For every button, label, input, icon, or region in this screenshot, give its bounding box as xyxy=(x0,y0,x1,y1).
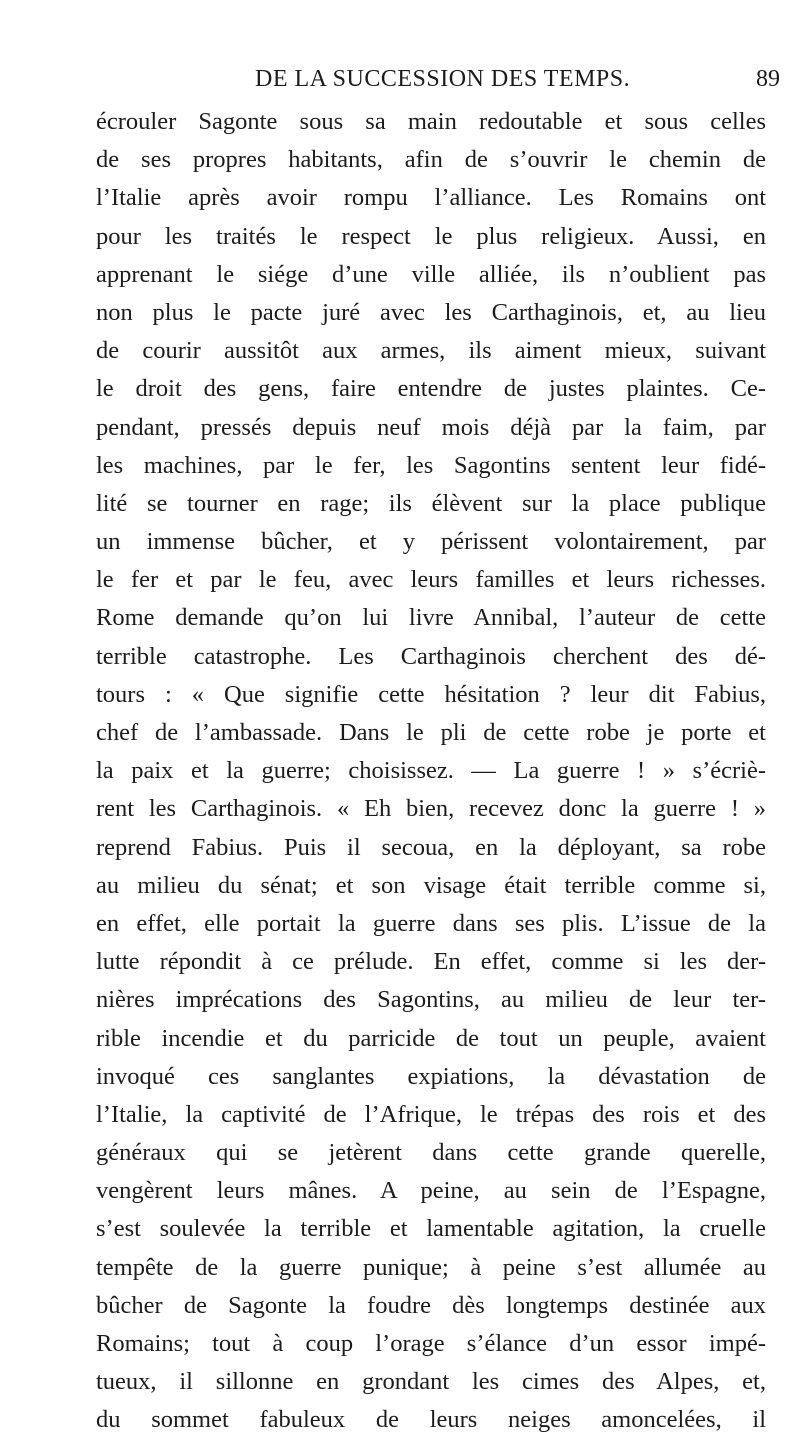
text-line: le droit des gens, faire entendre de justes plaintes. Ce- xyxy=(96,375,766,403)
text-line: Rome demande qu’on lui livre Annibal, l’auteur de cette xyxy=(96,604,766,632)
text-line: l’Italie après avoir rompu l’alliance. Les Romains ont xyxy=(96,184,766,212)
text-line: pendant, pressés depuis neuf mois déjà par la faim, par xyxy=(96,413,766,441)
text-line: en effet, elle portait la guerre dans ses plis. L’issue de la xyxy=(96,909,766,937)
text-line: Romains; tout à coup l’orage s’élance d’un essor impé- xyxy=(96,1330,766,1357)
text-line: s’est soulevée la terrible et lamentable agitation, la cruelle xyxy=(96,1215,766,1243)
text-line: rent les Carthaginois. « Eh bien, recevez donc la guerre ! » xyxy=(96,795,766,823)
body-text xyxy=(96,103,766,1440)
text-line: invoqué ces sanglantes expiations, la dévastation de xyxy=(96,1062,766,1090)
text-line: les machines, par le fer, les Sagontins sentent leur fidé- xyxy=(96,451,766,479)
text-line: de ses propres habitants, afin de s’ouvrir le chemin de xyxy=(96,146,766,174)
text-line: un immense bûcher, et y périssent volontairement, par xyxy=(96,528,766,556)
text-line: bûcher de Sagonte la foudre dès longtemps destinée aux xyxy=(96,1291,766,1319)
text-line: lutte répondit à ce prélude. En effet, comme si les der- xyxy=(96,948,766,976)
page-number: 89 xyxy=(756,66,780,92)
text-line: le fer et par le feu, avec leurs familles et leurs richesses. xyxy=(96,566,766,594)
text-line: tempête de la guerre punique; à peine s’est allumée au xyxy=(96,1253,766,1281)
text-line: l’Italie, la captivité de l’Afrique, le trépas des rois et des xyxy=(96,1100,766,1128)
running-header: DE LA SUCCESSION DES TEMPS. xyxy=(255,66,631,92)
text-line: rible incendie et du parricide de tout un peuple, avaient xyxy=(96,1024,766,1052)
text-line: nières imprécations des Sagontins, au milieu de leur ter- xyxy=(96,986,766,1014)
text-line: au milieu du sénat; et son visage était terrible comme si, xyxy=(96,871,766,899)
text-line: apprenant le siége d’une ville alliée, ils n’oublient pas xyxy=(96,260,766,288)
text-line: non plus le pacte juré avec les Carthaginois, et, au lieu xyxy=(96,298,766,326)
text-line: la paix et la guerre; choisissez. — La guerre ! » s’écriè- xyxy=(96,757,766,785)
text-line: lité se tourner en rage; ils élèvent sur la place publique xyxy=(96,489,766,517)
text-line: de courir aussitôt aux armes, ils aiment mieux, suivant xyxy=(96,337,766,365)
text-line: tueux, il sillonne en grondant les cimes des Alpes, et, xyxy=(96,1368,766,1396)
text-line: généraux qui se jetèrent dans cette grande querelle, xyxy=(96,1139,766,1167)
text-line: du sommet fabuleux de leurs neiges amoncelées, il xyxy=(96,1406,766,1434)
text-line: reprend Fabius. Puis il secoua, en la déployant, sa robe xyxy=(96,833,766,861)
text-line: terrible catastrophe. Les Carthaginois cherchent des dé- xyxy=(96,642,766,670)
text-line: écrouler Sagonte sous sa main redoutable et sous celles xyxy=(96,108,766,135)
text-line: vengèrent leurs mânes. A peine, au sein de l’Espagne, xyxy=(96,1177,766,1205)
text-line: chef de l’ambassade. Dans le pli de cette robe je porte et xyxy=(96,719,766,746)
text-line: pour les traités le respect le plus religieux. Aussi, en xyxy=(96,222,766,250)
text-line: tours : « Que signifie cette hésitation ? leur dit Fabius, xyxy=(96,680,766,708)
